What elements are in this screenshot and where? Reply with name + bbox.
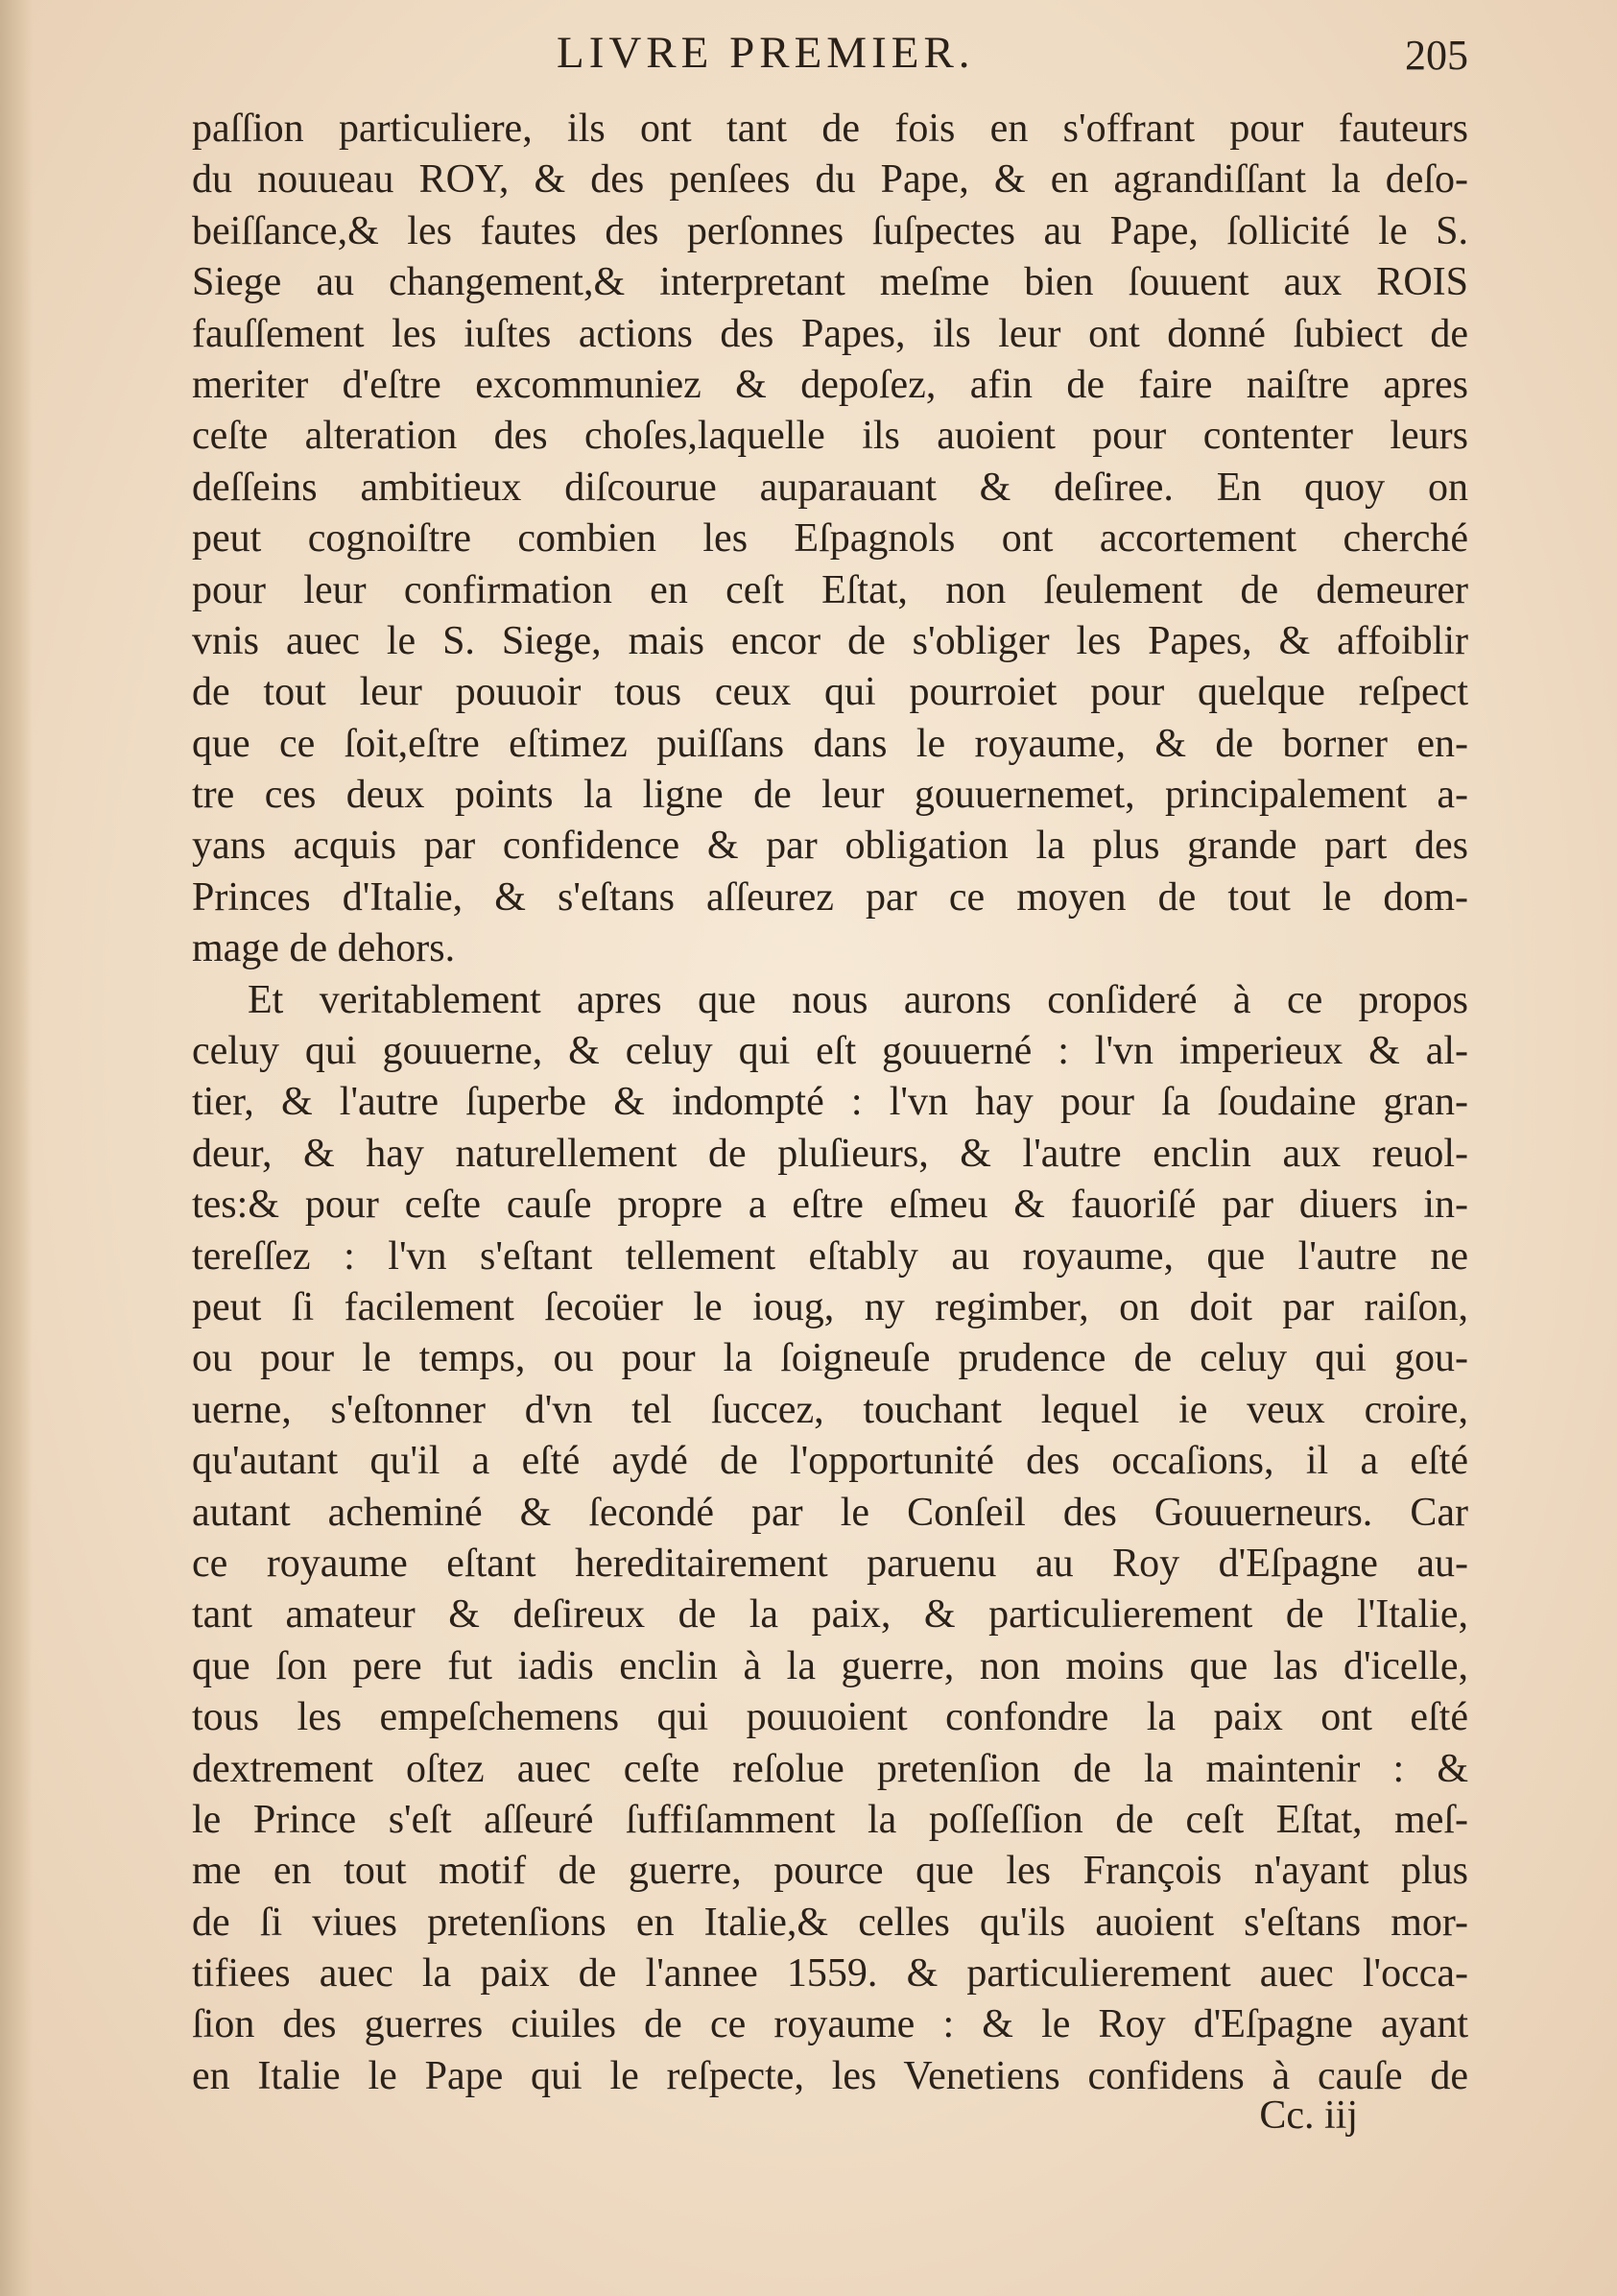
text-line: mage de dehors.: [192, 926, 456, 971]
text-line: fauſſement les iuſtes actions des Papes, ils leur ont donné ſubiect de: [192, 311, 1468, 356]
paragraph-2: [192, 975, 1468, 2103]
text-line: peut ſi facilement ſecoüer le ioug, ny regimber, on doit par raiſon,: [192, 1284, 1468, 1329]
text-line: deſſeins ambitieux diſcourue auparauant & deſiree. En quoy on: [192, 465, 1468, 510]
text-line: tereſſez : l'vn s'eſtant tellement eſtably au royaume, que l'autre ne: [192, 1233, 1468, 1279]
running-head-title: LIVRE PREMIER.: [557, 28, 975, 78]
page-binding-edge: [0, 0, 33, 2296]
text-line: paſſion particuliere, ils ont tant de fois en s'offrant pour fauteurs: [192, 107, 1468, 151]
text-line: me en tout motif de guerre, pource que les François n'ayant plus: [192, 1849, 1468, 1894]
text-line: Princes d'Italie, & s'eſtans aſſeurez par ce moyen de tout le dom-: [192, 874, 1468, 920]
text-line: ou pour le temps, ou pour la ſoigneuſe prudence de celuy qui gou-: [192, 1336, 1468, 1381]
text-line: meriter d'eſtre excommuniez & depoſez, afin de faire naiſtre apres: [192, 362, 1468, 407]
paragraph-1: [192, 104, 1468, 975]
text-line: que ſon pere fut iadis enclin à la guerre, non moins que las d'icelle,: [192, 1643, 1468, 1688]
text-line: ſion des guerres ciuiles de ce royaume : & le Roy d'Eſpagne ayant: [192, 2002, 1468, 2047]
text-line: celuy qui gouuerne, & celuy qui eſt gouuerné : l'vn imperieux & al-: [192, 1029, 1468, 1074]
text-line: deur, & hay naturellement de pluſieurs, & l'autre enclin aux reuol-: [192, 1131, 1468, 1176]
text-line: uerne, s'eſtonner d'vn tel ſuccez, touchant lequel ie veux croire,: [192, 1387, 1468, 1432]
text-line: en Italie le Pape qui le reſpecte, les Venetiens confidens à cauſe de: [192, 2053, 1468, 2098]
text-line: tant amateur & deſireux de la paix, & particulierement de l'Italie,: [192, 1592, 1468, 1638]
text-line: qu'autant qu'il a eſté aydé de l'opportunité des occaſions, il a eſté: [192, 1439, 1468, 1484]
text-line: de ſi viues pretenſions en Italie,& celles qu'ils auoient s'eſtans mor-: [192, 1900, 1468, 1945]
text-line: tier, & l'autre ſuperbe & indompté : l'vn hay pour ſa ſoudaine gran-: [192, 1080, 1468, 1125]
text-line: ce royaume eſtant hereditairement paruenu au Roy d'Eſpagne au-: [192, 1541, 1468, 1586]
text-line: tous les empeſchemens qui pouuoient confondre la paix ont eſté: [192, 1695, 1468, 1740]
text-line: Et veritablement apres que nous aurons conſideré à ce propos: [248, 977, 1468, 1022]
text-line: du nouueau ROY, & des penſees du Pape, & en agrandiſſant la deſo-: [192, 157, 1468, 203]
text-line: beiſſance,& les fautes des perſonnes ſuſpectes au Pape, ſollicité le S.: [192, 208, 1468, 253]
text-line: le Prince s'eſt aſſeuré ſuffiſamment la poſſeſſion de ceſt Eſtat, meſ-: [192, 1797, 1468, 1842]
text-line: peut cognoiſtre combien les Eſpagnols ont accortement cherché: [192, 516, 1468, 562]
text-line: de tout leur pouuoir tous ceux qui pourroiet pour quelque reſpect: [192, 670, 1468, 715]
text-line: dextrement oſtez auec ceſte reſolue pretenſion de la maintenir : &: [192, 1746, 1468, 1791]
text-line: tifiees auec la paix de l'annee 1559. & particulierement auec l'occa-: [192, 1951, 1468, 1997]
text-line: yans acquis par confidence & par obligation la plus grande part des: [192, 824, 1468, 869]
text-line: tre ces deux points la ligne de leur gouuernemet, principalement a-: [192, 773, 1468, 818]
text-line: autant acheminé & ſecondé par le Conſeil des Gouuerneurs. Car: [192, 1490, 1468, 1535]
text-line: tes:& pour ceſte cauſe propre a eſtre eſmeu & fauoriſé par diuers in-: [192, 1183, 1468, 1228]
running-head: [192, 27, 1468, 84]
text-line: pour leur confirmation en ceſt Eſtat, non ſeulement de demeurer: [192, 567, 1468, 612]
text-line: vnis auec le S. Siege, mais encor de s'obliger les Papes, & affoiblir: [192, 618, 1468, 663]
text-line: Siege au changement,& interpretant meſme bien ſouuent aux ROIS: [192, 260, 1468, 305]
signature-mark: Cc. iij: [1259, 2093, 1358, 2138]
body-text: [192, 104, 1468, 2102]
text-line: que ce ſoit,eſtre eſtimez puiſſans dans le royaume, & de borner en-: [192, 721, 1468, 766]
text-line: ceſte alteration des choſes,laquelle ils auoient pour contenter leurs: [192, 414, 1468, 459]
page-number: 205: [1405, 32, 1468, 79]
